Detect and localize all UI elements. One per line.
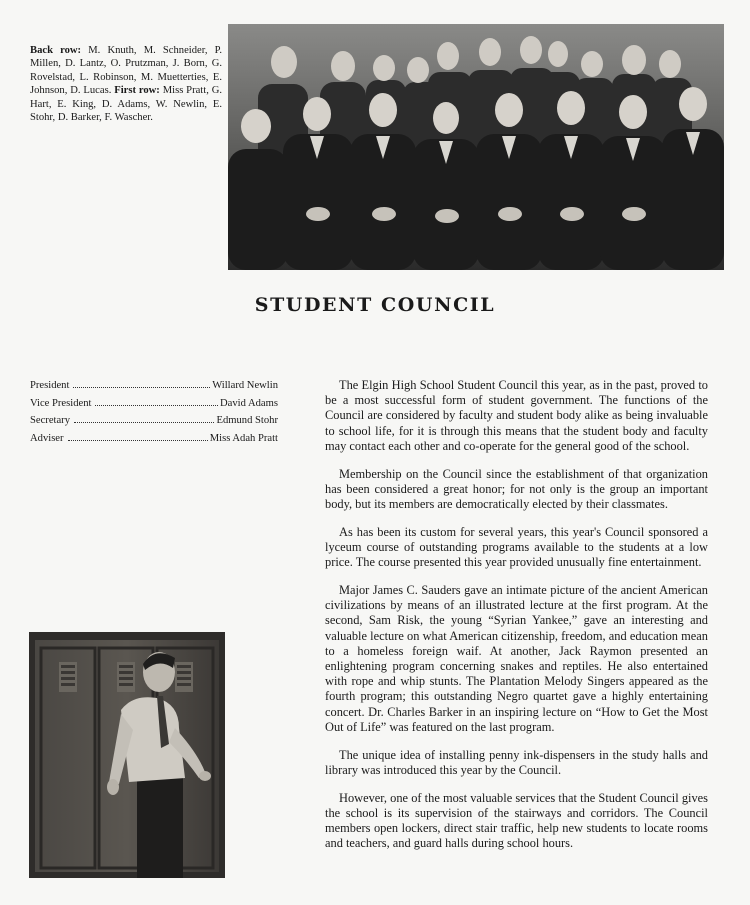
first-row-names: Miss Pratt, G. Hart, E. King, D. Adams, W. Newlin, E. Stohr, D. Barker, F. Wascher. [30, 85, 223, 124]
back-row-names: M. Knuth, M. Schneider, P. Millen, D. Lantz, O. Prutzman, J. Born, G. Rovelstad, L. Robinson, M. Muetterties, E. Johnson, D. Lucas. [30, 45, 223, 97]
paragraph: As has been its custom for several years, this year's Council sponsored a lyceum course of outstanding programs available to the students at a low price. The course presented this year provided unusually fine entertainment. [325, 524, 708, 570]
officer-name: Edmund Stohr [216, 415, 278, 426]
first-row-label: First row: [114, 85, 160, 97]
officer-name: Willard Newlin [212, 380, 278, 391]
page-title: STUDENT COUNCIL [254, 294, 496, 316]
officer-row-vice-president [30, 395, 278, 413]
photo-caption [30, 44, 222, 124]
officer-role: President [30, 380, 70, 391]
officer-name: Miss Adah Pratt [209, 432, 278, 444]
locker-photo [29, 632, 225, 878]
leader-dots [74, 421, 214, 423]
paragraph: The Elgin High School Student Council this year, as in the past, proved to be a most successful form of student government. The functions of the Council are considered by faculty and student body alike as being invaluable to school life, for it is through this means that the student body and faculty may contact each other and co-operate for the general good of the school. [325, 378, 708, 453]
officer-role: Secretary [30, 415, 70, 426]
paragraph: Membership on the Council since the establishment of that organization has been considered a great honor; for not only is the group an important body, but its members are democratically elected by their classmates. [325, 466, 708, 512]
officer-name: David Adams [220, 397, 278, 409]
officer-role: Adviser [30, 432, 64, 444]
group-photo [228, 24, 724, 270]
leader-dots [73, 386, 210, 388]
paragraph: The unique idea of installing penny ink-dispensers in the study halls and library was introduced this year by the Council. [325, 747, 708, 777]
paragraph: However, one of the most valuable services that the Student Council gives the school is its supervision of the stairways and corridors. The Council members open lockers, direct stair traffic, help new students to locate rooms and teachers, and guard halls during school hours. [325, 790, 708, 851]
back-row-label: Back row: [30, 45, 82, 56]
leader-dots [68, 439, 208, 441]
officer-row-secretary [30, 412, 278, 430]
article-body [325, 378, 708, 864]
paragraph: Major James C. Sauders gave an intimate picture of the ancient American civilizations by means of an illustrated lecture at the first program. At the second, Sam Risk, the young “Syrian Yankee,” gave an interesting and valuable lecture on what American citizenship, freedom, and education mean to a homeless foreign waif. At another, Jack Raymon presented an enlightening program concerning snakes and reptiles. He also entertained with rope and whip stunts. The Plantation Melody Singers appeared as the fourth program; this outstanding Negro quartet gave a highly entertaining concert. Dr. Charles Barker in an inspiring lecture on “How to Get the Most Out of Life” was featured on the last program. [325, 583, 708, 734]
officer-row-president [30, 377, 278, 395]
leader-dots [95, 404, 218, 406]
officer-row-adviser [30, 430, 278, 448]
officers-list [30, 377, 278, 447]
officer-role: Vice President [30, 397, 92, 409]
